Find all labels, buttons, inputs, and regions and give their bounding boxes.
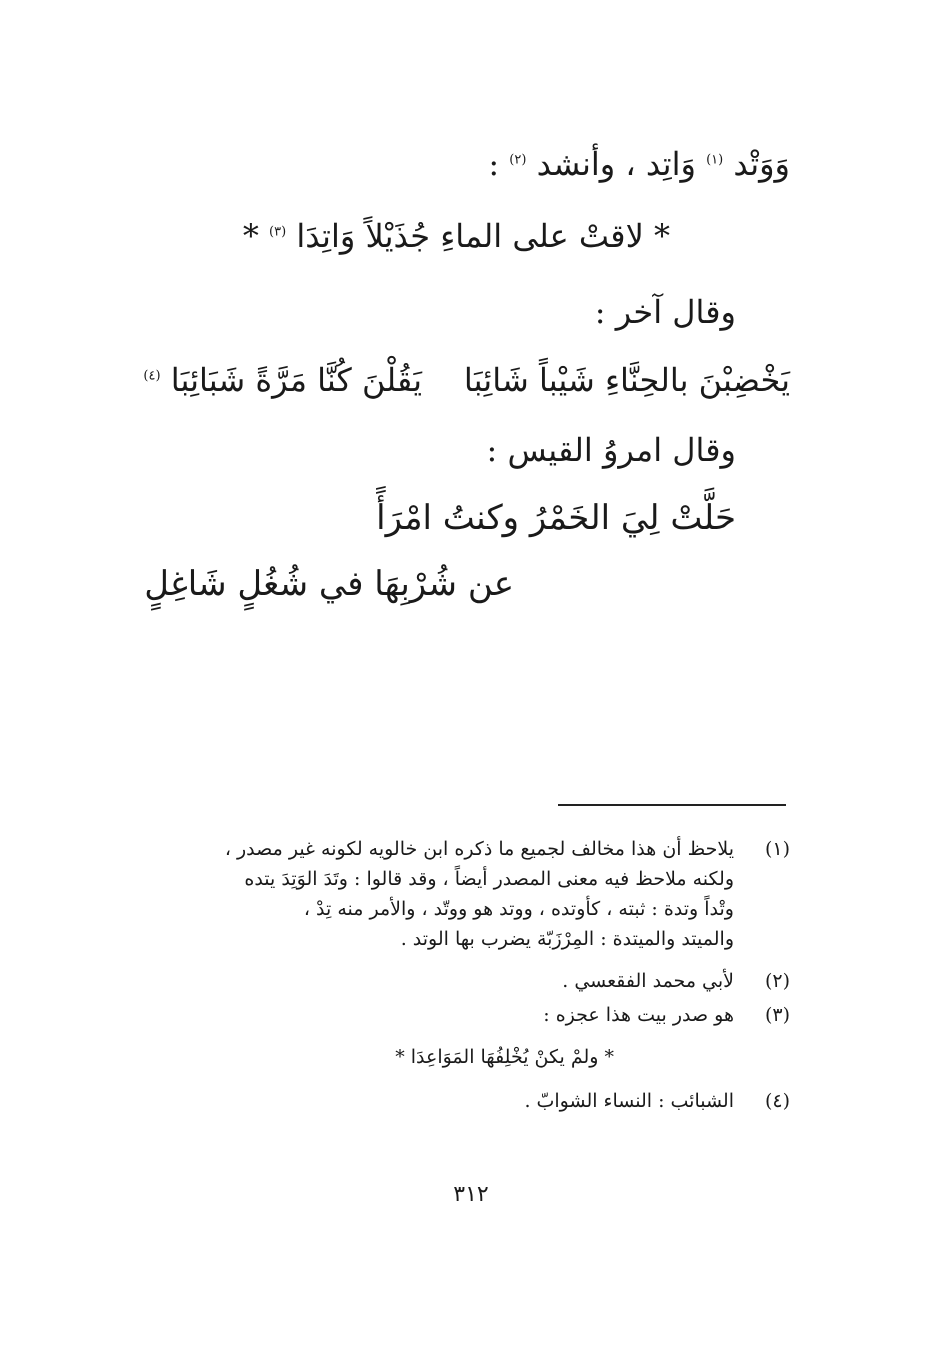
footnote-text [225,834,734,954]
footnote-number: (١) [764,838,790,860]
verse-1-second-text: يَقُلْنَ كُنَّا مَرَّةً شَبَائِبَا [170,361,422,399]
body-line-1 [488,142,790,186]
footnote-number: (٣) [764,1004,790,1026]
footnote-ref-2: (٢) [509,152,527,168]
word-watd: وَوَتْد [733,145,790,183]
footnote-line: الشبائب : النساء الشوابّ . [524,1090,734,1112]
footnote-3 [150,1000,790,1086]
footnote-1 [150,834,790,966]
footnote-line: ولكنه ملاحظ فيه معنى المصدر أيضاً ، وقد قالوا : وتَدَ الوَتِدَ يتده [244,868,734,890]
verse-2-first-hemistich: حَلَّتْ لِيَ الخَمْرُ وكنتُ امْرَأً [376,498,736,538]
footnote-line: والميتد والميتدة : المِرْزَبّة يضرب بها الوتد . [400,928,734,950]
footnote-number: (٤) [764,1090,790,1112]
footnotes [150,834,790,1120]
footnote-ref-4: (٤) [143,368,161,384]
body-line-3: وقال آخر : [594,293,736,331]
footnote-ref-1: (١) [706,152,724,168]
footnote-separator [558,804,786,806]
body-line-1-text: وَاتِد ، وأنشد [536,145,696,183]
footnote-ref-3: (٣) [269,224,287,240]
verse-fragment: * لاقتْ على الماءِ جُذَيْلاً وَاتِدَا [296,217,670,255]
body-line-1-colon: : [488,145,500,183]
body-line-2 [243,214,670,258]
footnote-verse: * ولمْ يكنْ يُخْلِفُهَا المَوَاعِدَا * [395,1046,614,1068]
footnote-line: وتْداً وتدة : ثبته ، كأوتده ، ووتد هو ووتّد ، والأمر منه تِدْ ، [303,898,734,920]
footnote-4 [150,1086,790,1120]
footnote-number: (٢) [764,970,790,992]
footnote-line: هو صدر بيت هذا عجزه : [543,1004,734,1026]
footnote-2 [150,966,790,1000]
footnote-text [395,1000,734,1072]
verse-1-second-hemistich [143,358,422,402]
verse-2-second-hemistich: عن شُرْبِهَا في شُغُلٍ شَاغِلٍ [144,564,514,604]
body-line-5: وقال امروُ القيس : [486,431,736,469]
footnote-text [562,966,734,996]
page-number: ٣١٢ [453,1182,489,1207]
footnote-line: يلاحظ أن هذا مخالف لجميع ما ذكره ابن خالويه لكونه غير مصدر ، [224,838,734,860]
footnote-line: لأبي محمد الفقعسي . [562,970,734,992]
footnote-text [524,1086,734,1116]
verse-1-first-hemistich: يَخْضِبْنَ بالحِنَّاءِ شَيْباً شَائِبَا [463,361,790,399]
verse-asterisk: * [242,217,259,255]
